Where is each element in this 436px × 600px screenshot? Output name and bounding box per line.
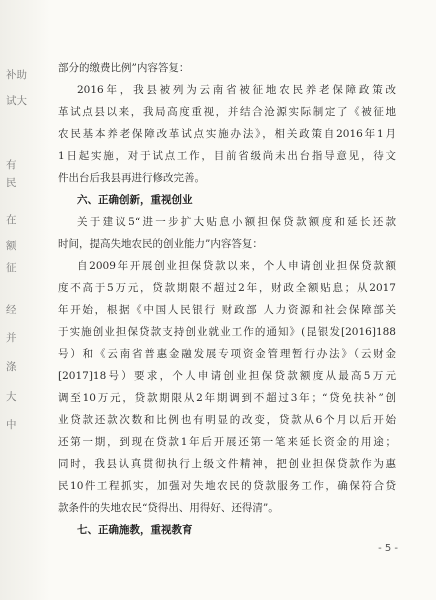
text-line: 2016年，我县被列为云南省被征地农民养老保障政策改 <box>77 84 396 96</box>
margin-fragment: 民 <box>6 177 17 189</box>
text-line: 关于建议5“进一步扩大贴息小额担保贷款额度和延长还款 <box>77 216 396 228</box>
text-line: 调至10万元，贷款期限从2年期调到不超过3年；“贷免扶补”创 <box>58 392 396 404</box>
text-line: 还第一期，到现在贷款1年后开展还第一笔来延长资金的用途； <box>58 436 396 448</box>
text-line: 革试点县以来，我局高度重视，并结合沧源实际制定了《被征地 <box>58 106 396 118</box>
section-heading: 七、正确施教，重视教育 <box>77 524 193 536</box>
margin-fragment: 大 <box>6 391 17 403</box>
margin-fragment: 在 <box>6 214 17 226</box>
text-line: 时间，提高失地农民的创业能力”内容答复： <box>58 238 263 250</box>
text-line: 自2009年开展创业担保贷款以来，个人申请创业担保贷款额 <box>77 260 396 272</box>
text-line: 度不高于5万元，贷款期限不超过2年，财政全额贴息；从2017 <box>58 282 396 294</box>
page-number: - 5 - <box>378 543 398 554</box>
margin-fragment: 额 <box>6 240 17 252</box>
text-line: 1日起实施，对于试点工作，目前省级尚未出台指导意见，待文 <box>58 150 396 162</box>
text-line: 业贷款还款次数和比例也有明显的改变，贷款从6个月以后开始 <box>58 414 396 426</box>
margin-fragment: 中 <box>6 419 17 431</box>
text-line: [2017]18号）要求，个人申请创业担保贷款额度从最高5万元 <box>58 370 396 382</box>
margin-fragment: 涤 <box>6 361 17 373</box>
margin-fragment: 有 <box>6 159 17 171</box>
margin-fragment: 并 <box>6 332 17 344</box>
text-line: 号）和《云南省普惠金融发展专项资金管理暂行办法》（云财金 <box>58 348 396 360</box>
text-line: 民10件工程抓实，加强对失地农民的贷款服务工作，确保符合贷 <box>58 480 396 492</box>
margin-fragment: 补助 <box>6 69 27 81</box>
section-heading: 六、正确创新，重视创业 <box>77 194 193 206</box>
text-line: 款条件的失地农民“贷得出、用得好、还得清”。 <box>58 502 279 514</box>
margin-fragment: 征 <box>6 262 17 274</box>
text-line: 农民基本养老保障改革试点实施办法》，相关政策自2016年1月 <box>58 128 396 140</box>
margin-fragment: 试大 <box>6 95 27 107</box>
left-margin-edge <box>0 0 50 600</box>
margin-fragment: 经 <box>6 304 17 316</box>
text-line: 同时，我县认真贯彻执行上级文件精神，把创业担保贷款作为惠 <box>58 458 396 470</box>
text-line: 部分的缴费比例”内容答复： <box>58 62 190 74</box>
text-line: 件出台后我县再进行修改完善。 <box>58 172 205 184</box>
text-line: 于实施创业担保贷款支持创业就业工作的通知》(昆银发[2016]188 <box>58 326 396 338</box>
text-line: 年开始，根据《中国人民银行 财政部 人力资源和社会保障部关 <box>58 304 396 316</box>
